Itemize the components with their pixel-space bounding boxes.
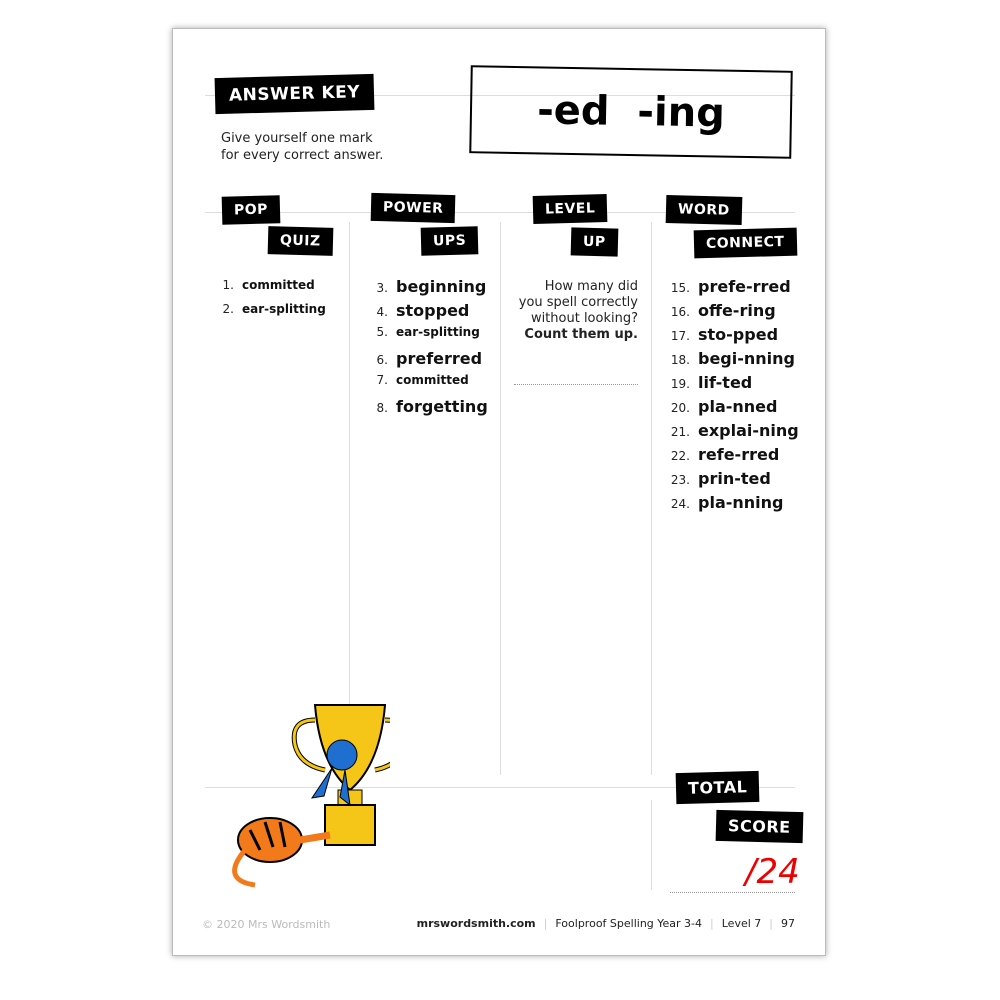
answer-word: lif-ted [698, 373, 753, 392]
answer-word: begi-nning [698, 349, 795, 368]
answer-number: 24. [670, 497, 690, 511]
text-line: How many did [544, 279, 638, 294]
divider [349, 222, 350, 775]
answer-item [666, 325, 799, 349]
answer-word: preferred [396, 349, 483, 368]
text-line: without looking? [530, 311, 638, 326]
answer-word: committed [396, 373, 469, 387]
tiger-icon [235, 818, 330, 885]
answer-item [364, 325, 488, 349]
answer-word: pla-nning [698, 493, 784, 512]
page-title: -ed -ing [469, 65, 792, 159]
page-number: 97 [781, 917, 795, 930]
instructions [221, 130, 383, 164]
word-label: WORD [666, 195, 742, 225]
answer-item [666, 373, 799, 397]
answer-item [364, 349, 488, 373]
ups-label: UPS [421, 226, 479, 255]
answer-number: 17. [670, 329, 690, 343]
answer-word: sto-pped [698, 325, 779, 344]
footer-site: mrswordsmith.com [416, 917, 536, 930]
answer-number: 16. [670, 305, 690, 319]
answer-number: 20. [670, 401, 690, 415]
answer-word: committed [242, 278, 315, 292]
answer-word: prefe-rred [698, 277, 791, 296]
answer-item [364, 373, 488, 397]
answer-item [364, 397, 488, 421]
answer-word: explai-ning [698, 421, 799, 440]
answer-number: 3. [376, 281, 388, 295]
answer-word: refe-rred [698, 445, 780, 464]
answer-number: 7. [376, 373, 388, 387]
answer-number: 2. [222, 302, 234, 316]
answer-item [364, 277, 488, 301]
answer-word: pla-nned [698, 397, 778, 416]
separator: | [543, 917, 548, 930]
trophy-icon [294, 705, 390, 845]
total-label: TOTAL [676, 771, 760, 804]
level-up-text [505, 279, 638, 343]
answer-word: forgetting [396, 397, 488, 416]
answer-item [666, 301, 799, 325]
answer-word: beginning [396, 277, 487, 296]
answer-item [666, 421, 799, 445]
divider [500, 222, 501, 775]
instruction-line: for every correct answer. [221, 148, 384, 163]
footer-book: Foolproof Spelling Year 3-4 [555, 917, 703, 930]
instruction-line: Give yourself one mark [221, 131, 373, 146]
answer-word: prin-ted [698, 469, 771, 488]
separator: | [710, 917, 714, 930]
answer-item [666, 469, 799, 493]
answer-word: stopped [396, 301, 470, 320]
answer-item [210, 278, 326, 302]
pop-quiz-answers [210, 278, 326, 326]
level-label: LEVEL [533, 194, 608, 224]
divider [651, 222, 652, 775]
power-ups-answers [364, 277, 488, 421]
answer-item [666, 493, 799, 517]
answer-number: 15. [670, 281, 690, 295]
answer-item [666, 397, 799, 421]
answer-word: ear-splitting [242, 302, 326, 316]
answer-number: 5. [376, 325, 388, 339]
answer-item [666, 445, 799, 469]
answer-word: ear-splitting [396, 325, 480, 339]
answer-item [666, 277, 799, 301]
answer-item [666, 349, 799, 373]
answer-number: 6. [376, 353, 388, 367]
quiz-label: QUIZ [268, 226, 333, 256]
separator: | [769, 917, 773, 930]
trophy-tiger-illustration [220, 700, 390, 890]
answer-word: offe-ring [698, 301, 776, 320]
footer-level: Level 7 [721, 917, 762, 930]
answer-number: 22. [670, 449, 690, 463]
score-line [670, 892, 795, 893]
score-out-of: /24 [745, 852, 800, 892]
answer-number: 18. [670, 353, 690, 367]
answer-key-label: ANSWER KEY [215, 74, 375, 114]
connect-label: CONNECT [694, 228, 797, 259]
answer-number: 8. [376, 401, 388, 415]
answer-number: 1. [222, 278, 234, 292]
answer-number: 4. [376, 305, 388, 319]
answer-item [364, 301, 488, 325]
power-label: POWER [371, 193, 456, 223]
count-line [514, 384, 638, 385]
word-connect-answers [666, 277, 799, 517]
answer-number: 19. [670, 377, 690, 391]
text-line: Count them up. [524, 327, 638, 342]
pop-label: POP [222, 195, 281, 225]
up-label: UP [571, 227, 618, 256]
answer-number: 23. [670, 473, 690, 487]
copyright: © 2020 Mrs Wordsmith [202, 918, 331, 931]
answer-number: 21. [670, 425, 690, 439]
divider [651, 800, 652, 890]
score-label: SCORE [716, 810, 803, 843]
footer [417, 917, 795, 930]
answer-item [210, 302, 326, 326]
text-line: you spell correctly [518, 295, 638, 310]
